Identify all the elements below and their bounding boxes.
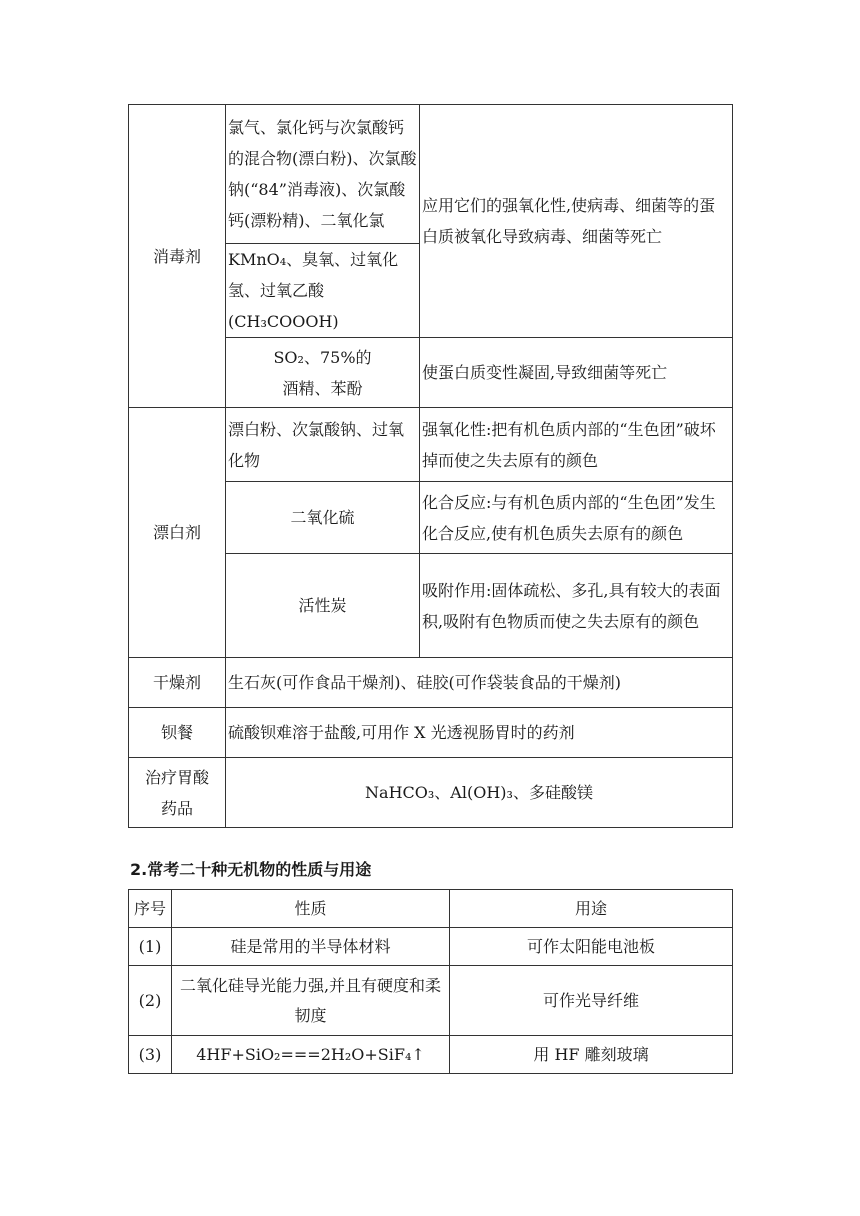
table-row — [129, 758, 733, 828]
table-row — [129, 105, 733, 244]
header-property: 性质 — [172, 890, 450, 928]
category-cell-disinfectant: 消毒剂 — [129, 105, 226, 408]
principle-cell: 化合反应:与有机色质内部的“生色团”发生化合反应,使有机色质失去原有的颜色 — [420, 482, 733, 554]
section-title: 2.常考二十种无机物的性质与用途 — [130, 860, 372, 879]
property-cell: 硅是常用的半导体材料 — [172, 928, 450, 966]
content-cell: NaHCO₃、Al(OH)₃、多硅酸镁 — [226, 758, 733, 828]
agents-cell: 活性炭 — [226, 554, 420, 658]
category-cell-desiccant: 干燥剂 — [129, 658, 226, 708]
table-row — [129, 966, 733, 1036]
category-cell-barium-meal: 钡餐 — [129, 708, 226, 758]
table-row — [129, 928, 733, 966]
index-cell: (3) — [129, 1036, 172, 1074]
index-cell: (1) — [129, 928, 172, 966]
properties-table — [128, 889, 733, 1074]
principle-cell: 强氧化性:把有机色质内部的“生色团”破坏掉而使之失去原有的颜色 — [420, 408, 733, 482]
principle-cell: 应用它们的强氧化性,使病毒、细菌等的蛋白质被氧化导致病毒、细菌等死亡 — [420, 105, 733, 338]
property-cell: 二氧化硅导光能力强,并且有硬度和柔韧度 — [172, 966, 450, 1036]
header-use: 用途 — [450, 890, 733, 928]
table-row — [129, 708, 733, 758]
agents-cell: 漂白粉、次氯酸钠、过氧化物 — [226, 408, 420, 482]
use-cell: 可作太阳能电池板 — [450, 928, 733, 966]
category-cell-antacid: 治疗胃酸药品 — [129, 758, 226, 828]
table-header-row — [129, 890, 733, 928]
header-index: 序号 — [129, 890, 172, 928]
principle-cell: 吸附作用:固体疏松、多孔,具有较大的表面积,吸附有色物质而使之失去原有的颜色 — [420, 554, 733, 658]
index-cell: (2) — [129, 966, 172, 1036]
table-row — [129, 1036, 733, 1074]
agents-cell: SO₂、75%的 酒精、苯酚 — [226, 338, 420, 408]
agents-cell: 二氧化硫 — [226, 482, 420, 554]
use-cell: 用 HF 雕刻玻璃 — [450, 1036, 733, 1074]
category-cell-bleach: 漂白剂 — [129, 408, 226, 658]
use-cell: 可作光导纤维 — [450, 966, 733, 1036]
agents-cell: 氯气、氯化钙与次氯酸钙的混合物(漂白粉)、次氯酸钠(“84”消毒液)、次氯酸钙(漂粉精)、二氧化氯 — [226, 105, 420, 244]
applications-table — [128, 104, 733, 828]
agents-cell: KMnO₄、臭氧、过氧化氢、过氧乙酸(CH₃COOOH) — [226, 244, 420, 338]
content-cell: 生石灰(可作食品干燥剂)、硅胶(可作袋装食品的干燥剂) — [226, 658, 733, 708]
content-cell: 硫酸钡难溶于盐酸,可用作 X 光透视肠胃时的药剂 — [226, 708, 733, 758]
table-row — [129, 658, 733, 708]
principle-cell: 使蛋白质变性凝固,导致细菌等死亡 — [420, 338, 733, 408]
table-row — [129, 408, 733, 482]
property-cell: 4HF+SiO₂===2H₂O+SiF₄↑ — [172, 1036, 450, 1074]
